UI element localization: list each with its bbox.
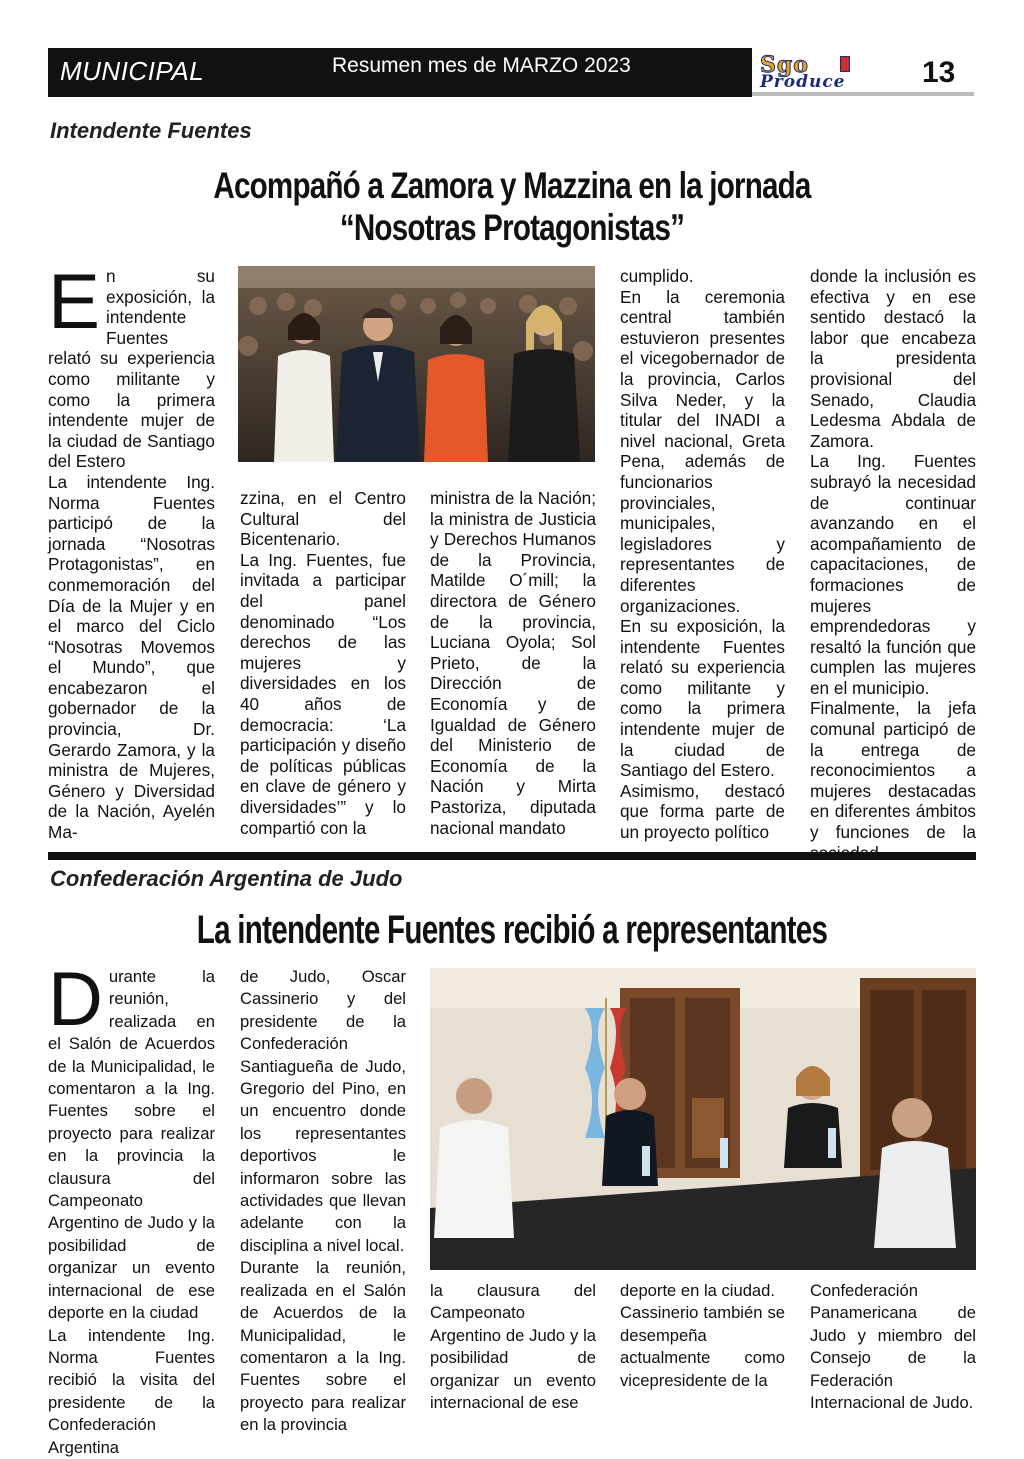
article1-headline-line1: Acompañó a Zamora y Mazzina en la jornada	[213, 165, 811, 206]
article1-col4-text: cumplido. En la ceremonia central también estuvieron presentes el vicegobernador de la provincia, Carlos Silva Neder, y la titular del INADI a nivel nacional, Greta Pena, además de funcionarios provinciales, municipales, legisladores y representantes de diferentes organizaciones. En su exposición, la intendente Fuentes relató su experiencia como militante y como la primera intendente mujer de la ciudad de Santiago del Estero. Asimismo, destacó que forma parte de un proyecto político	[620, 266, 785, 843]
article2-column-2	[240, 966, 406, 1437]
article2-column-3	[430, 1280, 596, 1414]
page-number: 13	[922, 56, 956, 89]
article1-headline	[48, 166, 976, 248]
publication-logo	[758, 52, 898, 94]
article2-photo	[430, 968, 976, 1270]
article1-column-2	[240, 488, 406, 838]
article1-col5-text: donde la inclusión es efectiva y en ese sentido destacó la labor que encabeza la presidenta provisional del Senado, Claudia Ledesma Abdala de Zamora. La Ing. Fuentes subrayó la necesidad de continuar avanzando en el acompañamiento de capacitaciones, de formaciones de mujeres emprendedoras y resaltó la función que cumplen las mujeres en el municipio. Finalmente, la jefa comunal participó de la entrega de reconocimientos a mujeres destacadas en diferentes ámbitos y funciones de la	[810, 266, 976, 843]
article1-kicker: Intendente Fuentes	[50, 118, 252, 143]
article2-col2-text: de Judo, Oscar Cassinerio y del presidente de la Confederación Santiagueña de Judo, Gregorio del Pino, en un encuentro donde los representantes deportivos le informaron sobre las actividades que llevan adelante con la disciplina a nivel local. Durante la reunión, realizada en el Salón de Acuerdos de la Municipalidad, le comentaron a la Ing. Fuentes sobre el proyecto para realizar en la provincia	[240, 967, 406, 1435]
article1-column-4	[620, 266, 785, 843]
article2-col1-text: urante la reunión, realizada en el Salón de Acuerdos de la Municipalidad, le comentaron a la Ing. Fuentes sobre el proyecto para realizar en la provincia la clausura del Campeonato Argentino de Judo y la posibilidad de organizar un evento internacional de ese deporte en la ciudad La intendente Ing. Norma Fuentes recibió la visita del presidente de la Confederación Argentina	[48, 967, 215, 1457]
article1-col2-text: zzina, en el Centro Cultural del Bicentenario. La Ing. Fuentes, fue invitada a participar del panel denominado “Los derechos de las mujeres y diversidades en los 40 años de democracia: ‘La participación y diseño de políticas públicas en clave de género y diversidades’” y lo compartió con la	[240, 488, 406, 838]
article2-kicker: Confederación Argentina de Judo	[50, 866, 403, 891]
flag-icon	[840, 56, 850, 72]
article1-column-1	[48, 257, 215, 843]
article1-headline-line2: “Nosotras Protagonistas”	[339, 207, 685, 248]
article1-col3-text: ministra de la Nación; la ministra de Justicia y Derechos Humanos de la Provincia, Matilde O´mill; la directora de Género de la provincia, Luciana Oyola; Sol Prieto, de la Dirección de Economía y de Igualdad de Género del Ministerio de Economía de la Nación y Mirta Pastoriza, diputada nacional mandato	[430, 488, 596, 838]
article2-col5-text: Confederación Panamericana de Judo y miembro del Consejo de la Federación Internacional de Judo.	[810, 1281, 976, 1413]
logo-line1: Sgo	[760, 52, 809, 78]
logo-line2: Produce	[760, 72, 846, 92]
article2-column-5	[810, 1280, 976, 1414]
article1-dropcap: E	[48, 257, 101, 345]
article2-col4-text: deporte en la ciudad. Cassinerio también se desempeña actualmente como vicepresidente de la	[620, 1281, 785, 1390]
header-rule	[752, 92, 974, 96]
article2-headline-text: La intendente Fuentes recibió a representantes	[196, 908, 828, 952]
article1-column-5	[810, 266, 976, 863]
section-header-bar	[48, 48, 752, 97]
article2-dropcap: D	[48, 957, 103, 1042]
article2-column-4	[620, 1280, 785, 1392]
section-title: MUNICIPAL	[60, 56, 205, 86]
article2-headline	[48, 910, 976, 950]
article1-col1-text: n su exposición, la intendente Fuentes relató su experiencia como militante y como la primera intendente mujer de la ciudad de Santiago del Estero La intendente Ing. Norma Fuentes participó de la jornada “Nosotras Protagonistas”, en conmemoración del Día de la Mujer y en el marco del Ciclo “Nosotras Movemos el Mundo”, que encabezaron el gobernador de la provincia, Dr. Gerardo Zamora, y la ministra de Mujeres, Género y Diversidad de la Nación, Ayelén Ma-	[48, 266, 215, 843]
article2-col3-text: la clausura del Campeonato Argentino de Judo y la posibilidad de organizar un evento internacional de ese	[430, 1281, 596, 1413]
article2-column-1	[48, 957, 215, 1459]
article-divider	[48, 852, 976, 860]
article1-photo	[238, 266, 595, 462]
article1-column-3	[430, 488, 596, 838]
issue-label: Resumen mes de MARZO 2023	[332, 54, 631, 77]
